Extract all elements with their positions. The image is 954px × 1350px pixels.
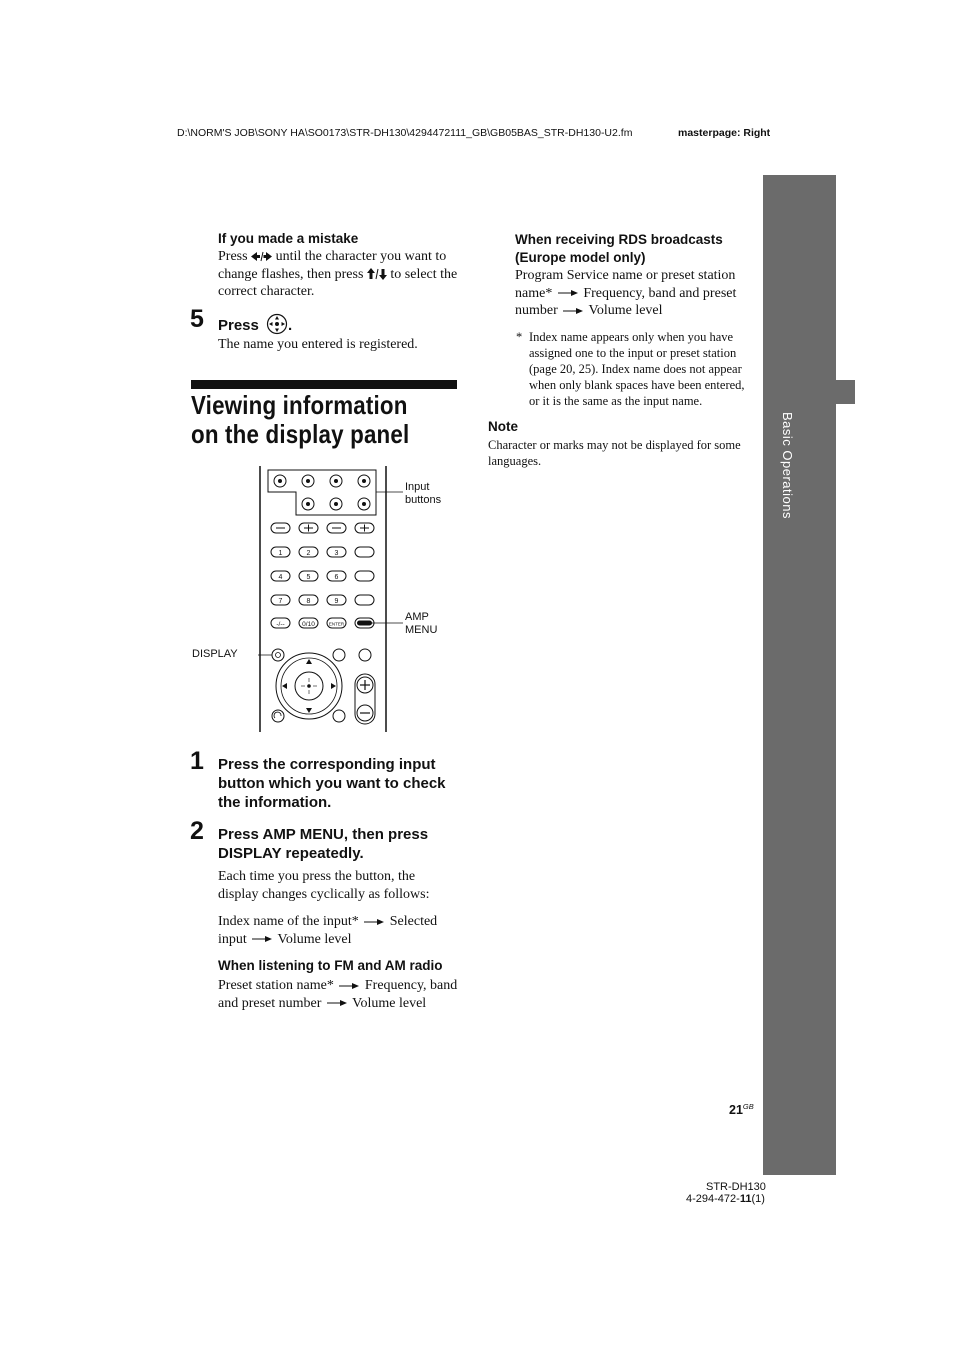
amp-menu-label: AMP MENU [405,611,438,636]
arrow-right-icon [250,935,274,943]
sequence-item: Volume level [277,931,352,947]
section-rule [191,380,457,389]
step-2-number: 2 [190,817,204,845]
note-text: Character or marks may not be displayed for some languages. [488,438,741,468]
page-number [729,1102,754,1117]
code-part-bold: 11 [739,1193,752,1205]
side-tab [836,380,855,404]
left-right-arrow-icon [251,251,272,262]
num-3: 3 [334,550,339,557]
fm-am-sequence [218,977,458,1012]
sequence-item: Volume level [588,303,663,318]
step-2-description: Each time you press the button, the display changes cyclically as follows: [218,869,430,902]
num-1: 1 [278,550,283,557]
arrow-right-icon [362,918,386,926]
sequence-item: Preset station name* [218,978,334,993]
arrow-right-icon [325,999,349,1007]
num-2: 2 [306,550,311,557]
side-bar-label: Basic Operations [780,412,795,519]
num-5: 5 [306,574,311,581]
note-heading: Note [488,419,518,434]
rds-heading: When receiving RDS broadcasts (Europe model only) [515,232,723,265]
mistake-text-2: until the character you want to change flashes, then press [218,249,447,282]
num-6: 6 [334,574,339,581]
footnote-text: Index name appears only when you have assigned one to the input or preset station (page 20, 25). Index name does not appear when only blank spaces have been entered, or it is the same as the input name. [529,330,745,408]
section-title: Viewing information on the display panel [191,390,410,449]
display-sequence [218,913,458,948]
fm-am-heading: When listening to FM and AM radio [218,958,443,973]
num-7: 7 [278,598,283,605]
document-code [686,1193,765,1205]
sequence-item: Selected input [218,914,438,947]
footnote-mark: * [516,330,523,344]
joystick-press-icon [266,313,288,335]
arrow-right-icon [556,289,580,297]
step-1-text: Press the corresponding input button which you want to check the information. [218,756,446,811]
sequence-item: Volume level [352,995,427,1011]
num-dash: -/-- [276,621,285,628]
side-bar [763,175,836,1175]
num-8: 8 [306,598,311,605]
sequence-item: Frequency, band and preset number [515,285,737,318]
step-5-text: Press . [218,313,292,335]
step-1-number: 1 [190,747,204,775]
code-part: (1) [751,1193,765,1205]
step-5-number: 5 [190,305,204,333]
code-part: 4-294-472- [686,1193,740,1205]
display-label: DISPLAY [192,648,238,660]
input-buttons-label: Input buttons [405,481,442,506]
step-5-description: The name you entered is registered. [218,337,418,352]
file-path: D:\NORM'S JOB\SONY HA\SO0173\STR-DH130\4294472111_GB\GB05BAS_STR-DH130-U2.fm [177,127,633,139]
sequence-item: Frequency, band and preset number [218,978,458,1011]
mistake-text-1: Press [218,249,248,264]
page-number-suffix: GB [742,1102,754,1111]
sequence-item: Index name of the input* [218,914,359,929]
num-9: 9 [334,598,339,605]
mistake-heading: If you made a mistake [218,231,359,246]
arrow-right-icon [337,982,361,990]
arrow-right-icon [561,307,585,315]
masterpage-label: masterpage: Right [678,127,771,139]
up-down-arrow-icon [367,268,387,280]
step-2-text: Press AMP MENU, then press DISPLAY repeatedly. [218,826,429,862]
mistake-text-3: to select the correct character. [218,266,458,299]
mistake-paragraph [218,248,458,301]
sequence-item: Program Service name or preset station name* [515,268,736,301]
page-number-value: 21 [729,1103,743,1118]
num-4: 4 [278,574,283,581]
model-number: STR-DH130 [706,1181,766,1193]
step-5-label: Press [218,317,259,334]
num-0-10: 0/10 [302,621,315,628]
rds-sequence [515,267,750,320]
num-enter: ENTER [328,621,345,627]
